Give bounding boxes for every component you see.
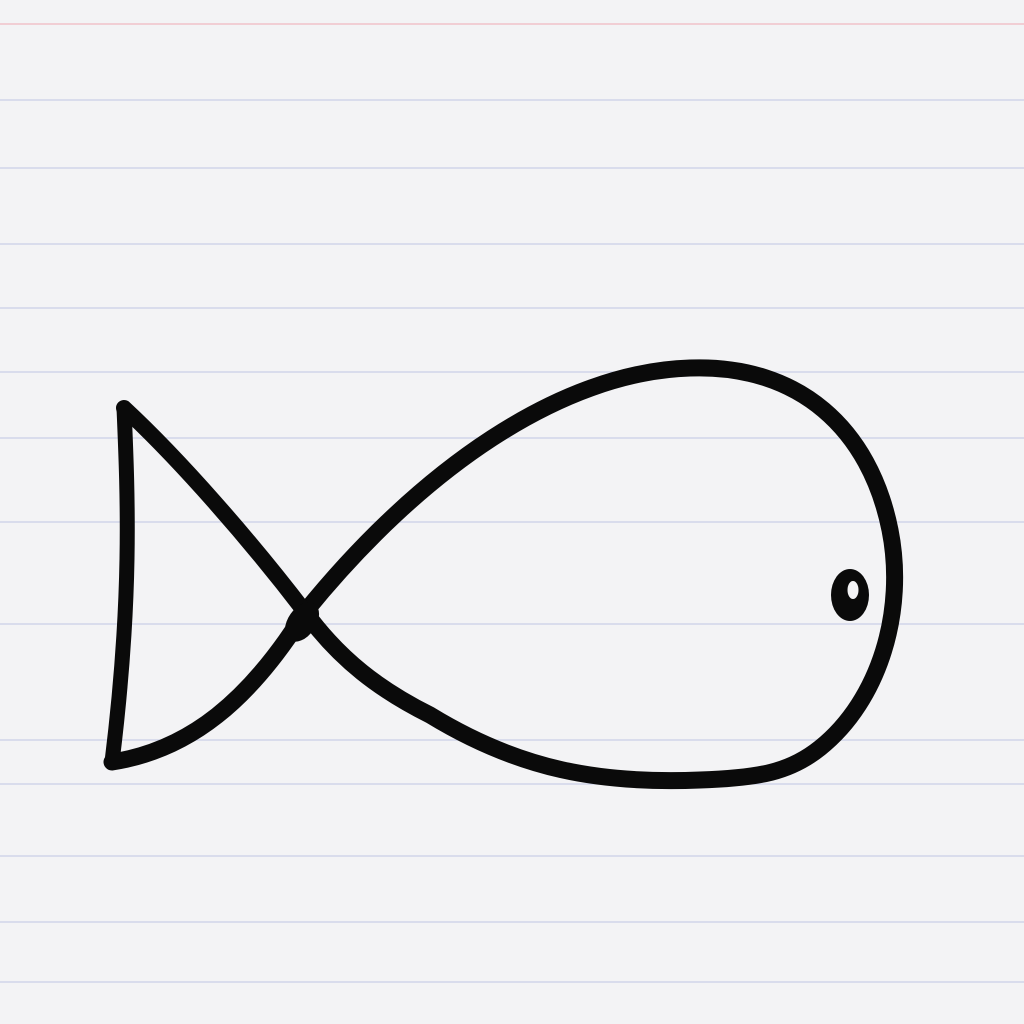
- fish-eye-highlight: [848, 581, 859, 599]
- paper-ruled-lines: [0, 100, 1024, 982]
- fish-drawing: [112, 368, 895, 781]
- fish-body-outline: [305, 368, 895, 781]
- fish-tail-back-edge: [112, 408, 127, 762]
